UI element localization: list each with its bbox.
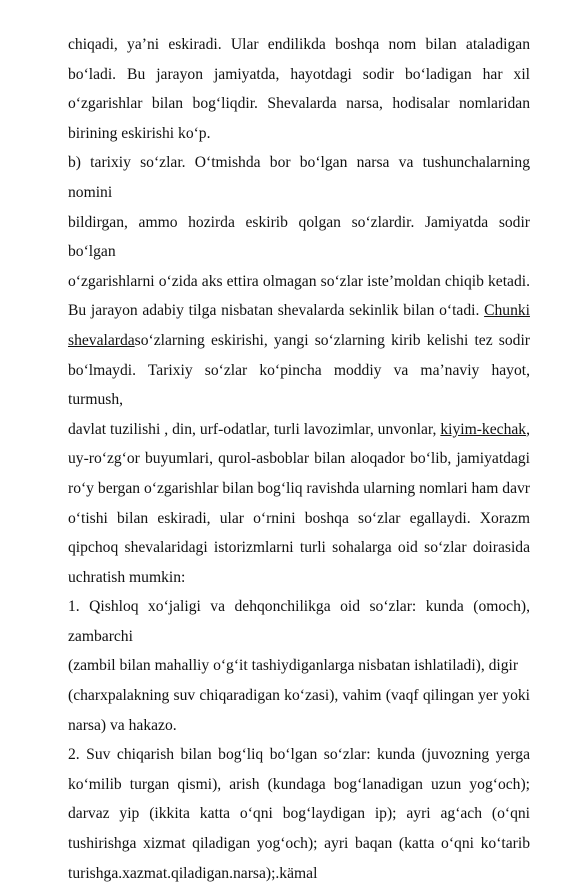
underlined-text: Chunki (484, 302, 530, 320)
text-line (68, 326, 530, 356)
text-line (68, 296, 530, 326)
text-line: 1. Qishloq xo‘jaligi va dehqonchilikga oid so‘zlar: kunda (omoch), (68, 598, 530, 616)
text-line: turishga.xazmat.qiladigan.narsa);.kämal (68, 864, 318, 882)
text-line: birining eskirishi ko‘p. (68, 124, 211, 142)
text-line: o‘zgarishlarni o‘zida aks ettira olmagan so‘zlar iste’moldan chiqib ketadi. (68, 272, 530, 290)
text-fragment: Bu jarayon adabiy tilga nisbatan shevalarda sekinlik bilan o‘tadi. (68, 302, 485, 320)
text-line: b) tarixiy so‘zlar. O‘tmishda bor bo‘lgan narsa va tushunchalarning nomini (68, 154, 530, 201)
text-line: zambarchi (68, 627, 133, 645)
text-fragment: davlat tuzilishi , din, urf-odatlar, turli lavozimlar, unvonlar, (68, 420, 441, 438)
text-line: bildirgan, ammo hozirda eskirib qolgan so‘zlardir. Jamiyatda sodir bo‘lgan (68, 213, 530, 261)
text-line: bo‘lmaydi. Tarixiy so‘zlar ko‘pincha moddiy va ma’naviy hayot, turmush, (68, 361, 530, 409)
text-line (68, 415, 530, 445)
text-line: qipchoq shevalaridagi istorizmlarni turli sohalarga oid so‘zlar doirasida (68, 539, 530, 557)
text-line: ro‘y bergan o‘zgarishlar bilan bog‘liq ravishda ularning nomlari ham davr (68, 479, 530, 497)
text-line: 2. Suv chiqarish bilan bog‘liq bo‘lgan so‘zlar: kunda (juvozning yerga (68, 746, 530, 764)
text-line: chiqadi, ya’ni eskiradi. Ular endilikda boshqa nom bilan ataladigan (68, 36, 530, 53)
text-line: (charxpalakning suv chiqaradigan ko‘zasi), vahim (vaqf qilingan yer yoki (68, 687, 530, 705)
text-line: (zambil bilan mahalliy o‘g‘it tashiydiganlarga nisbatan ishlatiladi), digir (68, 657, 519, 675)
underlined-text: shevalarda (68, 331, 135, 349)
underlined-text: kiyim-kechak (440, 420, 527, 438)
text-line: bo‘ladi. Bu jarayon jamiyatda, hayotdagi sodir bo‘ladigan har xil (68, 65, 530, 83)
text-fragment: , (526, 420, 530, 438)
text-line: o‘tishi bilan eskiradi, ular o‘rnini boshqa so‘zlar egallaydi. Xorazm (68, 509, 530, 527)
text-fragment: so‘zlarning eskirishi, yangi so‘zlarning kirib kelishi tez sodir (134, 331, 530, 349)
document-page (68, 30, 530, 888)
text-line: darvaz yip (ikkita katta o‘qni bog‘laydigan ip); ayri ag‘ach (o‘qni (68, 805, 530, 823)
text-line: uy-ro‘zg‘or buyumlari, qurol-asboblar bilan aloqador bo‘lib, jamiyatdagi (68, 450, 530, 468)
text-line: o‘zgarishlar bilan bog‘liqdir. Shevalarda narsa, hodisalar nomlaridan (68, 95, 530, 113)
text-line: narsa) va hakazo. (68, 716, 177, 734)
text-line: uchratish mumkin: (68, 568, 186, 586)
text-line: tushirishga xizmat qiladigan yog‘och); ayri baqan (katta o‘qni ko‘tarib (68, 835, 530, 853)
text-line: ko‘milib turgan qismi), arish (kundaga bog‘lanadigan uzun yog‘och); (68, 775, 530, 793)
